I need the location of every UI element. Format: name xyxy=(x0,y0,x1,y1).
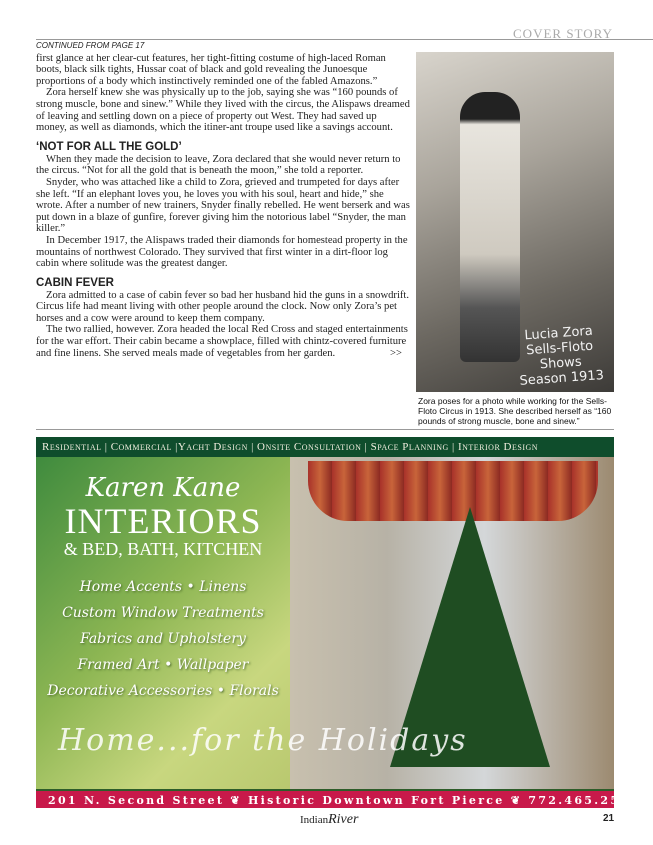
page-number: 21 xyxy=(603,813,615,824)
advertisement xyxy=(36,437,641,808)
ad-service: Fabrics and Upholstery xyxy=(80,631,246,647)
ad-tagline: Home...for the Holidays xyxy=(58,723,468,758)
zora-photo xyxy=(416,52,614,392)
ad-service: Framed Art • Wallpaper xyxy=(77,657,249,673)
article-body xyxy=(36,40,410,359)
magazine-logo xyxy=(300,812,358,828)
logo-text: Indian xyxy=(300,814,329,826)
photo-inscription xyxy=(516,323,604,389)
logo-script: River xyxy=(328,812,359,827)
paragraph: Snyder, who was attached like a child to Zora, grieved and trumpeted for days after she left. “If an elephant loves you, he loves you with his soul, heart and hide,” she wrote. After a number of new trainers, Snyder finally rebelled. He went berserk and was put down in a blaze of gunfire, forever giving him the notorious label “Snyder, the man killer.” xyxy=(36,176,410,235)
subheading: CABIN FEVER xyxy=(36,276,114,289)
figure-silhouette xyxy=(460,92,520,362)
subheading: ‘NOT FOR ALL THE GOLD’ xyxy=(36,140,182,153)
inscription-line: Season 1913 xyxy=(518,368,604,389)
continued-label: CONTINUED FROM PAGE 17 xyxy=(36,41,145,50)
ad-services-banner: Residential | Commercial |Yacht Design | Onsite Consultation | Space Planning | Interior Design xyxy=(36,437,614,457)
ad-address-bar: 201 N. Second Street ❦ Historic Downtown Fort Pierce ❦ 772.465.2574 xyxy=(36,789,614,808)
paragraph: When they made the decision to leave, Zora declared that she would never return to the circus. “Not for all the gold that is beneath the moon,” she told a reporter. xyxy=(36,153,401,177)
paragraph: Zora herself knew she was physically up to the job, saying she was “160 pounds of strong muscle, bone and sinew.” While they lived with the circus, the Alispaws dreamed of leaving and settling down on a piece of property out West. They had saved up money, as well as diamonds, which the itiner-ant troupe used like a savings account. xyxy=(36,87,410,134)
photo-caption: Zora poses for a photo while working for the Sells-Floto Circus in 1913. She described herself as “160 pounds of strong muscle, bone and sinew.” xyxy=(418,396,612,426)
paragraph-text: The two rallied, however. Zora headed the local Red Cross and staged entertainments for the war effort. Their cabin became a showplace, filled with chintz-covered furniture and fine linens. She served meals made of vegetables from her garden. xyxy=(36,324,408,359)
ad-service: Home Accents • Linens xyxy=(79,579,247,595)
paragraph: first glance at her clear-cut features, her tight-fitting costume of high-laced Roman boots, black silk tights, Hussar coat of black and gold revealing the Junoesque proportions of a body which instinctively reminded one of the fabled Amazons.” xyxy=(36,52,386,87)
ad-rule xyxy=(36,429,614,430)
paragraph: Zora admitted to a case of cabin fever so bad her husband hid the guns in a snowdrift. Circus life had meant living with other people around the clock. Now only Zora’s pet horses and a cow were around to keep them company. xyxy=(36,289,410,324)
continue-arrow: >> xyxy=(390,347,402,359)
inscription-line: Sells-Floto xyxy=(525,338,594,359)
ad-subtitle: & BED, BATH, KITCHEN xyxy=(63,539,263,559)
inscription-line: Shows xyxy=(538,354,582,373)
ad-service: Decorative Accessories • Florals xyxy=(47,683,279,699)
section-label: COVER STORY xyxy=(513,26,613,41)
ad-brand: Karen Kane xyxy=(85,473,241,503)
inscription-line: Lucia Zora xyxy=(523,323,593,344)
paragraph: In December 1917, the Alispaws traded their diamonds for homestead property in the mountains of northwest Colorado. They survived that first winter in a dirt-floor log cabin where solitude was the greatest danger. xyxy=(36,234,408,270)
ad-service: Custom Window Treatments xyxy=(62,605,264,621)
ad-title: INTERIORS xyxy=(64,501,262,541)
paragraph xyxy=(36,324,410,359)
